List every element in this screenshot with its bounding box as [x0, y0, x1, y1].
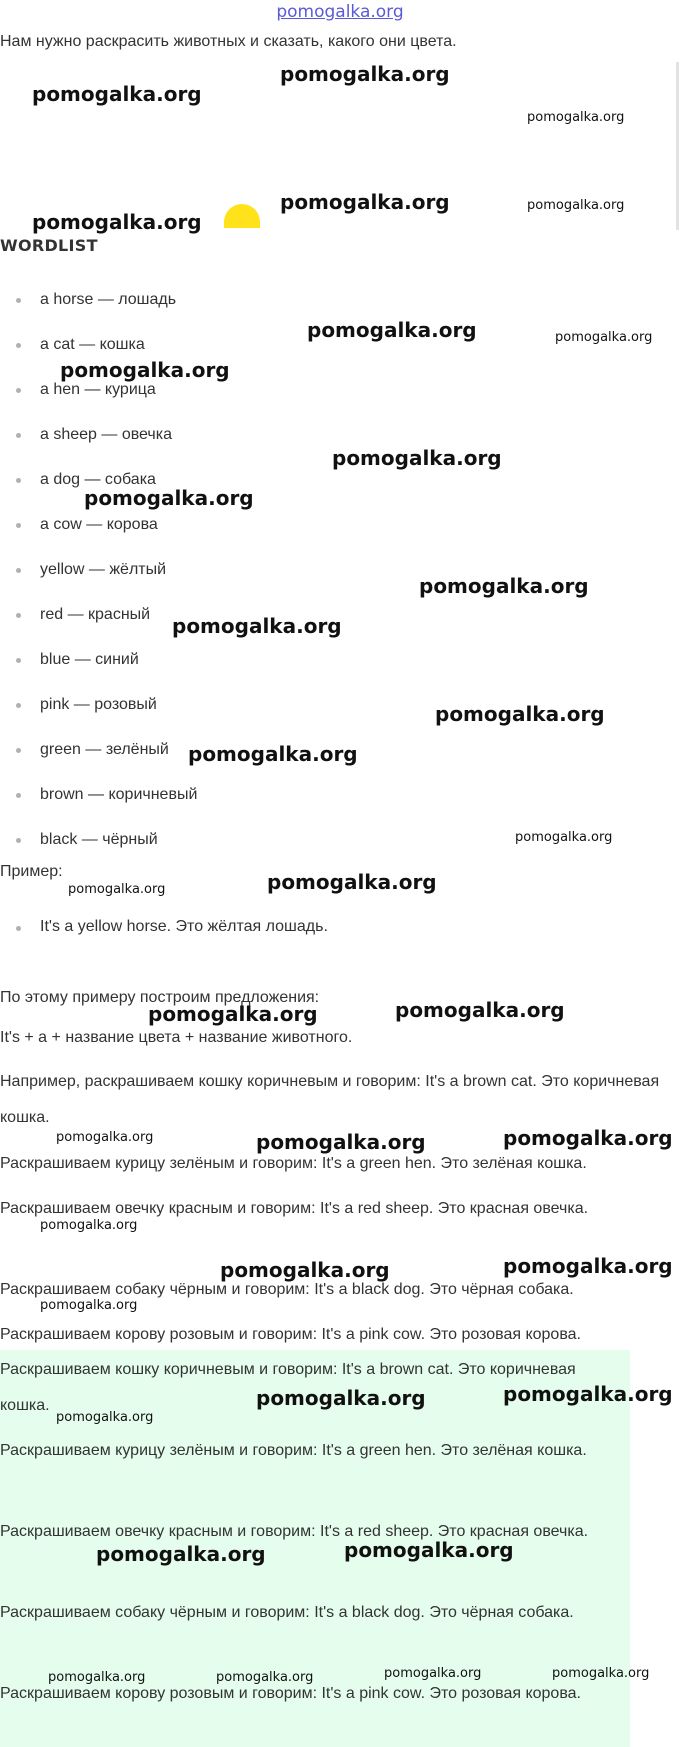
- watermark: pomogalka.org: [527, 110, 625, 125]
- site-link[interactable]: pomogalka.org: [276, 2, 404, 22]
- pattern-intro: По этому примеру построим предложения:: [0, 989, 320, 1006]
- watermark: pomogalka.org: [332, 446, 502, 470]
- list-item: green — зелёный: [0, 730, 680, 775]
- bullet-icon: [16, 478, 21, 483]
- sun-icon: [224, 204, 260, 228]
- watermark: pomogalka.org: [148, 1002, 318, 1026]
- watermark: pomogalka.org: [267, 870, 437, 894]
- watermark: pomogalka.org: [527, 198, 625, 213]
- list-item: brown — коричневый: [0, 775, 680, 820]
- watermark: pomogalka.org: [503, 1382, 673, 1406]
- watermark: pomogalka.org: [84, 486, 254, 510]
- watermark: pomogalka.org: [256, 1386, 426, 1410]
- watermark: pomogalka.org: [56, 1410, 154, 1425]
- watermark: pomogalka.org: [280, 62, 450, 86]
- watermark: pomogalka.org: [56, 1130, 154, 1145]
- example-item: It's a yellow horse. Это жёлтая лошадь.: [0, 918, 328, 936]
- bullet-icon: [16, 343, 21, 348]
- answer-sentence: Раскрашиваем кошку коричневым и говорим: It's a brown cat. Это коричневая кошка.: [0, 1361, 576, 1414]
- watermark: pomogalka.org: [40, 1298, 138, 1313]
- bullet-icon: [16, 926, 21, 931]
- watermark: pomogalka.org: [419, 574, 589, 598]
- watermark: pomogalka.org: [32, 82, 202, 106]
- watermark: pomogalka.org: [188, 742, 358, 766]
- watermark: pomogalka.org: [216, 1670, 314, 1685]
- answer-sentence: Раскрашиваем курицу зелёным и говорим: It's a green hen. Это зелёная кошка.: [0, 1442, 587, 1459]
- watermark: pomogalka.org: [68, 882, 166, 897]
- bullet-icon: [16, 658, 21, 663]
- watermark: pomogalka.org: [344, 1538, 514, 1562]
- watermark: pomogalka.org: [256, 1130, 426, 1154]
- watermark: pomogalka.org: [384, 1666, 482, 1681]
- bullet-icon: [16, 568, 21, 573]
- list-item: yellow — жёлтый: [0, 550, 680, 595]
- list-item: a cat — кошка: [0, 325, 680, 370]
- answer-sentence: Раскрашиваем собаку чёрным и говорим: It's a black dog. Это чёрная собака.: [0, 1604, 574, 1621]
- bullet-icon: [16, 793, 21, 798]
- sentence: Раскрашиваем овечку красным и говорим: It's a red sheep. Это красная овечка.: [0, 1200, 589, 1217]
- watermark: pomogalka.org: [280, 190, 450, 214]
- sentence: Например, раскрашиваем кошку коричневым и говорим: It's a brown cat. Это коричневая кошка.: [0, 1073, 660, 1126]
- bullet-icon: [16, 298, 21, 303]
- sentence: Раскрашиваем собаку чёрным и говорим: It's a black dog. Это чёрная собака.: [0, 1281, 574, 1298]
- intro-text: Нам нужно раскрасить животных и сказать, какого они цвета.: [0, 33, 457, 50]
- watermark: pomogalka.org: [48, 1670, 146, 1685]
- watermark: pomogalka.org: [395, 998, 565, 1022]
- answer-sentence: Раскрашиваем корову розовым и говорим: It's a pink cow. Это розовая корова.: [0, 1685, 581, 1702]
- bullet-icon: [16, 613, 21, 618]
- watermark: pomogalka.org: [40, 1218, 138, 1233]
- list-item: a horse — лошадь: [0, 280, 680, 325]
- list-item: a hen — курица: [0, 370, 680, 415]
- watermark: pomogalka.org: [307, 318, 477, 342]
- pattern-formula: It's + a + название цвета + название животного.: [0, 1029, 353, 1046]
- example-label: Пример:: [0, 863, 63, 880]
- watermark: pomogalka.org: [515, 830, 613, 845]
- watermark: pomogalka.org: [96, 1542, 266, 1566]
- list-item: a cow — корова: [0, 505, 680, 550]
- watermark: pomogalka.org: [555, 330, 653, 345]
- bullet-icon: [16, 748, 21, 753]
- list-item: pink — розовый: [0, 685, 680, 730]
- watermark: pomogalka.org: [503, 1126, 673, 1150]
- list-item: blue — синий: [0, 640, 680, 685]
- wordlist-title: WORDLIST: [0, 236, 98, 255]
- watermark: pomogalka.org: [552, 1666, 650, 1681]
- bullet-icon: [16, 523, 21, 528]
- list-item: red — красный: [0, 595, 680, 640]
- watermark: pomogalka.org: [32, 210, 202, 234]
- list-item: a dog — собака: [0, 460, 680, 505]
- bullet-icon: [16, 433, 21, 438]
- watermark: pomogalka.org: [172, 614, 342, 638]
- scrollbar[interactable]: [676, 62, 679, 230]
- bullet-icon: [16, 703, 21, 708]
- sentence: Раскрашиваем курицу зелёным и говорим: It's a green hen. Это зелёная кошка.: [0, 1155, 587, 1172]
- list-item: a sheep — овечка: [0, 415, 680, 460]
- sentence: Раскрашиваем корову розовым и говорим: It's a pink cow. Это розовая корова.: [0, 1326, 581, 1343]
- answer-sentence: Раскрашиваем овечку красным и говорим: It's a red sheep. Это красная овечка.: [0, 1523, 589, 1540]
- bullet-icon: [16, 838, 21, 843]
- watermark: pomogalka.org: [220, 1258, 390, 1282]
- list-item: black — чёрный: [0, 820, 680, 865]
- bullet-icon: [16, 388, 21, 393]
- watermark: pomogalka.org: [435, 702, 605, 726]
- watermark: pomogalka.org: [60, 358, 230, 382]
- watermark: pomogalka.org: [503, 1254, 673, 1278]
